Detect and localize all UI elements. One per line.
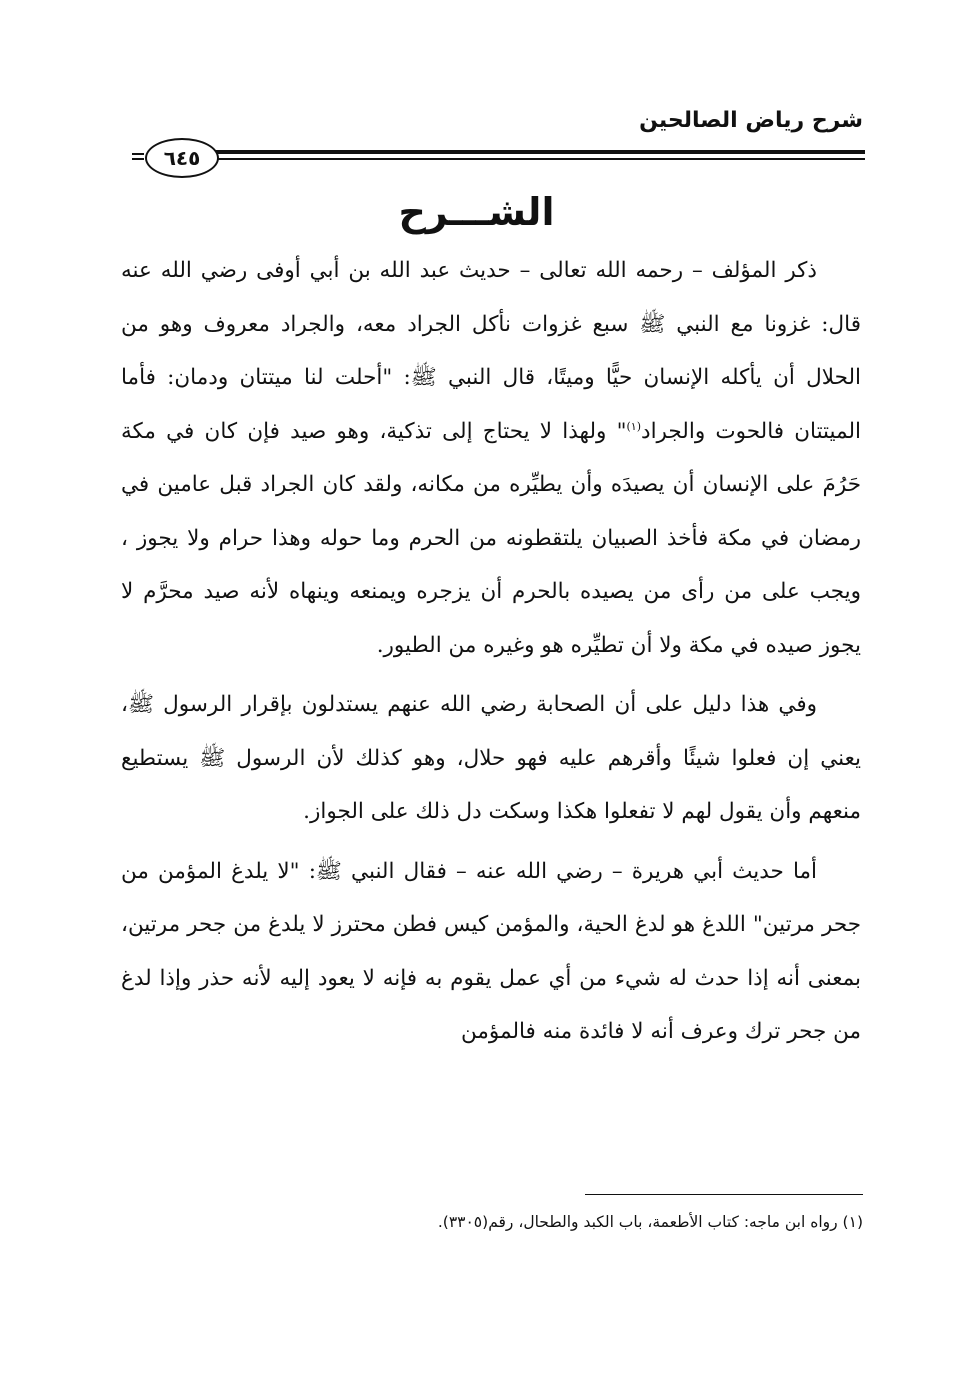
header-rule-left-stub-2: [132, 158, 144, 160]
running-head-book-title: شرح رياض الصالحين: [639, 108, 863, 133]
section-title: الشـــرح: [398, 190, 555, 234]
header-rule: [132, 150, 865, 164]
paragraph-1-text: ذكر المؤلف – رحمه الله تعالى – حديث عبد الله بن أبي أوفى رضي الله عنه قال: غزونا مع النبي ﷺ سبع غزوات نأكل الجراد معه، والجراد معروف وهو من الحلال أن يأكله الإنسان حيًّا وميتًا، قال النبي ﷺ: "أحلت لنا ميتتان ودمان: فأما الميتتان فالحوت والجراد: [121, 258, 861, 444]
header-rule-thin-line: [212, 158, 865, 160]
paragraph-2: وفي هذا دليل على أن الصحابة رضي الله عنهم يستدلون بإقرار الرسول ﷺ، يعني إن فعلوا شيئًا وأقرهم عليه فهو حلال، وهو كذلك لأن الرسول ﷺ يستطيع منعهم وأن يقول لهم لا تفعلوا هكذا وسكت دل ذلك على الجواز.: [121, 692, 861, 824]
footnote: (١) رواه ابن ماجه: كتاب الأطعمة، باب الكبد والطحال، رقم(٣٣٠٥).: [437, 1213, 863, 1231]
footnote-reference: (١): [626, 419, 641, 433]
paragraph-3: أما حديث أبي هريرة – رضي الله عنه – فقال النبي ﷺ: "لا يلدغ المؤمن من جحر مرتين" اللدغ هو لدغ الحية، والمؤمن كيس فطن محترز لا يلدغ من جحر مرتين، بمعنى أنه إذا حدث له شيء من أي عمل يقوم به فإنه لا يعود إليه لأنه حذر وإذا لدغ من جحر ترك وعرف أنه لا فائدة منه فالمؤمن: [121, 858, 861, 1044]
header-rule-thick-line: [212, 150, 865, 154]
paragraph-1-text-continued: " ولهذا لا يحتاج إلى تذكية، وهو صيد فإن كان في مكة حَرُمَ على الإنسان أن يصيدَه وأن يطيِّره من مكانه، ولقد كان الجراد قبل عامين في رمضان في مكة فأخذ الصبيان يلتقطونه من الحرم وما حوله وهذا حرام ولا يجوز ، ويجب على من رأى من يصيده بالحرم أن يزجره ويمنعه وينهاه لأنه صيد محرَّم لا يجوز صيده في مكة ولا أن تطيِّره هو وغيره من الطيور.: [121, 418, 861, 658]
body-text: [121, 244, 861, 1059]
page-number: ٦٤٥: [163, 146, 201, 170]
page-number-oval: [145, 138, 219, 178]
footnote-divider: [585, 1194, 863, 1195]
paragraph-1: [121, 244, 861, 672]
header-rule-left-stub: [132, 153, 144, 155]
